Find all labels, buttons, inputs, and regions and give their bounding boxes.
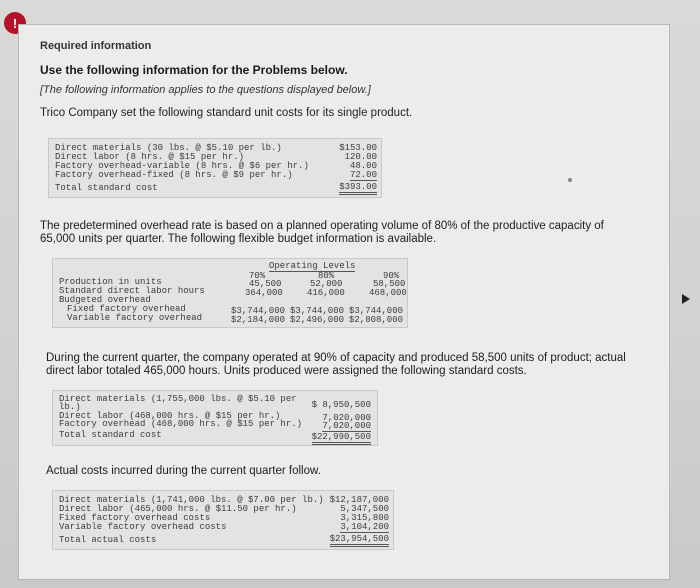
level-header-70: 70% xyxy=(249,271,266,281)
table-cell-value: 58,500 xyxy=(373,279,406,289)
table-row-label: Factory overhead-fixed (8 hrs. @ $9 per hr.) xyxy=(55,170,293,180)
cursor-arrow-icon xyxy=(682,294,690,304)
table-cell-value: 468,000 xyxy=(369,288,407,298)
required-heading: Required information xyxy=(40,40,152,52)
table-total-value: $23,954,500 xyxy=(330,534,389,547)
table-cell-value: $2,184,000 xyxy=(231,315,286,325)
table-row-label: Direct labor (465,000 hrs. @ $11.50 per hr.) xyxy=(59,504,297,514)
table-cell-value: $12,187,000 xyxy=(329,495,389,505)
table-cell-value: 45,500 xyxy=(249,279,282,289)
table-row-label: lb.) xyxy=(59,402,81,412)
alert-icon: ! xyxy=(4,12,26,34)
table-row-label: Production in units xyxy=(59,277,162,287)
table-row-label: Direct labor (8 hrs. @ $15 per hr.) xyxy=(55,152,245,162)
operating-levels-header: Operating Levels xyxy=(269,261,356,271)
table-row-label: Budgeted overhead xyxy=(59,295,151,305)
table-cell-value: 52,000 xyxy=(310,279,343,289)
table-total-value: $22,990,500 xyxy=(312,432,371,445)
table-cell-value: 72.00 xyxy=(349,170,377,180)
table-cell-value: 3,104,200 xyxy=(340,522,389,532)
table-row-label: Factory overhead (468,000 hrs. @ $15 per hr.) xyxy=(59,419,303,429)
table-row-label: Direct labor (468,000 hrs. @ $15 per hr.) xyxy=(59,411,281,421)
actual-costs-table xyxy=(52,490,394,550)
applies-note: [The following information applies to the questions displayed below.] xyxy=(40,84,371,96)
table-total-value: $393.00 xyxy=(339,182,377,195)
assigned-standard-costs-table xyxy=(52,390,378,446)
planned-volume-paragraph: The predetermined overhead rate is based on a planned operating volume of 80% of the productive capacity of 65,000 units per quarter. The following flexible budget information is available. xyxy=(40,220,604,245)
table-cell-value: $2,808,000 xyxy=(349,315,404,325)
table-row-label: Variable factory overhead costs xyxy=(59,522,227,532)
table-row-label: Total standard cost xyxy=(59,430,162,440)
table-cell-value: $3,744,000 xyxy=(231,306,286,316)
table-row-label: Fixed factory overhead costs xyxy=(59,513,211,523)
table-cell-value: 120.00 xyxy=(344,152,377,162)
table-row-label: Total actual costs xyxy=(59,535,157,545)
instructions-heading: Use the following information for the Problems below. xyxy=(40,63,348,77)
table-row-label: Direct materials (1,755,000 lbs. @ $5.10 per xyxy=(59,394,297,404)
dot-marker xyxy=(568,178,572,182)
level-header-90: 90% xyxy=(383,271,400,281)
table-cell-value: 364,000 xyxy=(245,288,283,298)
table-row-label: Direct materials (30 lbs. @ $5.10 per lb.) xyxy=(55,143,282,153)
actual-costs-intro: Actual costs incurred during the current quarter follow. xyxy=(46,465,321,477)
standard-costs-table xyxy=(48,138,382,198)
table-row-label: Fixed factory overhead xyxy=(67,304,186,314)
table-cell-value: $2,496,000 xyxy=(290,315,345,325)
table-row-label: Variable factory overhead xyxy=(67,313,203,323)
table-cell-value: $ 8,950,500 xyxy=(311,400,371,410)
table-cell-value: $3,744,000 xyxy=(349,306,404,316)
table-cell-value: $153.00 xyxy=(339,143,377,153)
table-cell-value: 48.00 xyxy=(349,161,377,171)
current-quarter-paragraph: During the current quarter, the company operated at 90% of capacity and produced 58,500 units of product; actual direct labor totaled 465,000 hours. Units produced were assigned the following standard costs. xyxy=(46,352,626,377)
table-cell-value: $3,744,000 xyxy=(290,306,345,316)
table-row-label: Total standard cost xyxy=(55,183,158,193)
table-cell-value: 7,020,000 xyxy=(322,413,371,423)
trico-intro: Trico Company set the following standard unit costs for its single product. xyxy=(40,107,413,119)
table-cell-value: 5,347,500 xyxy=(340,504,389,514)
table-cell-value: 7,020,000 xyxy=(322,421,371,431)
table-row-label: Standard direct labor hours xyxy=(59,286,205,296)
flexible-budget-table xyxy=(52,258,408,328)
table-cell-value: 3,315,800 xyxy=(340,513,389,523)
table-row-label: Factory overhead-variable (8 hrs. @ $6 per hr.) xyxy=(55,161,309,171)
level-header-80: 80% xyxy=(318,271,335,281)
table-cell-value: 416,000 xyxy=(307,288,345,298)
table-row-label: Direct materials (1,741,000 lbs. @ $7.00 per lb.) xyxy=(59,495,324,505)
